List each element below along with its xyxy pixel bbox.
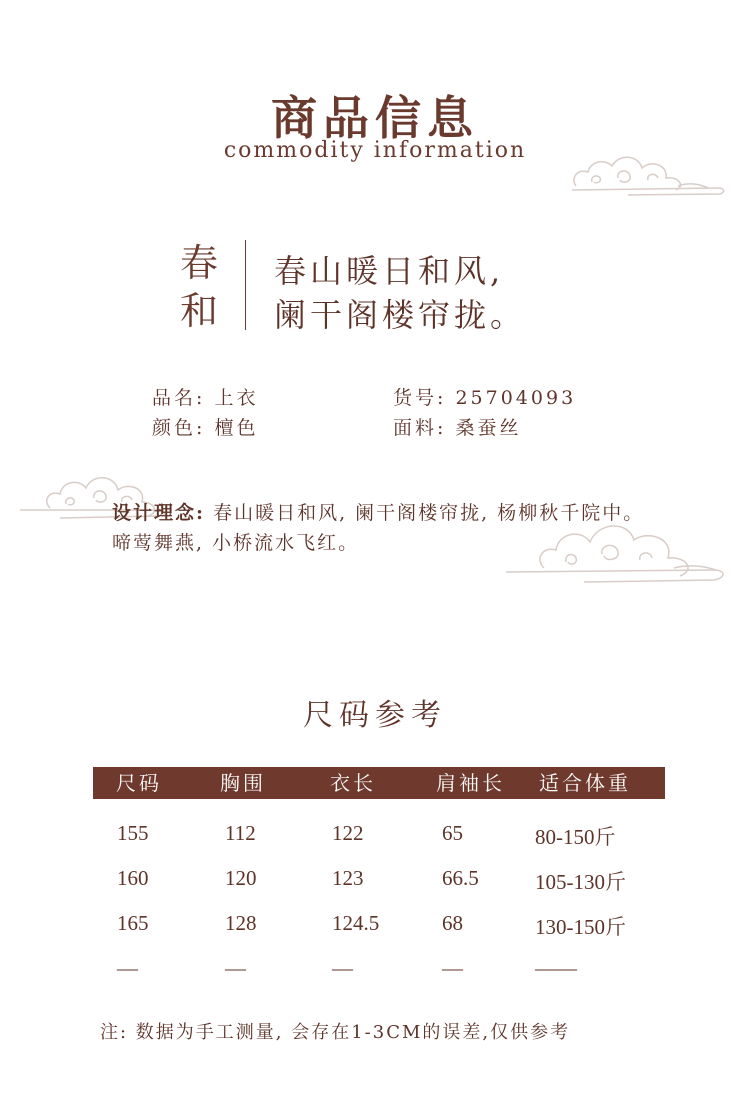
product-sku-label: 货号: [393, 387, 447, 409]
design-concept-text: 春山暖日和风, 阑干阁楼帘拢, 杨柳秋千院中。啼莺舞燕, 小桥流水飞红。 [112, 502, 645, 554]
poem-line-1: 春山暖日和风, [274, 252, 505, 290]
cloud-decoration-top-icon [568, 148, 728, 198]
table-cell: 80-150斤 [535, 825, 616, 849]
product-color-label: 颜色: [152, 417, 206, 439]
table-cell: 68 [442, 911, 463, 935]
poem-divider [245, 240, 246, 330]
table-cell: 165 [117, 911, 149, 935]
product-fabric-value: 桑蚕丝 [455, 417, 522, 439]
table-cell: — [442, 956, 463, 980]
design-concept [112, 498, 652, 558]
header-weight: 适合体重 [539, 771, 631, 795]
table-cell: 155 [117, 821, 149, 845]
measurement-note: 注: 数据为手工测量, 会存在1-3CM的误差,仅供参考 [100, 1022, 571, 1043]
table-cell: 66.5 [442, 866, 479, 890]
table-cell: — [332, 956, 353, 980]
header-sleeve: 肩袖长 [436, 771, 505, 795]
table-cell: 160 [117, 866, 149, 890]
table-cell: 112 [225, 821, 256, 845]
product-fabric-label: 面料: [393, 417, 447, 439]
table-cell: 128 [225, 911, 257, 935]
size-table-header [93, 767, 665, 799]
table-cell: — [117, 956, 138, 980]
poem-side-char-2: 和 [180, 289, 219, 333]
header-chest: 胸围 [220, 771, 266, 795]
table-cell: 120 [225, 866, 257, 890]
product-name-value: 上衣 [214, 387, 259, 409]
header-size: 尺码 [116, 771, 162, 795]
table-cell: —— [535, 956, 577, 980]
product-color [152, 413, 258, 440]
product-sku [393, 383, 576, 410]
product-name-label: 品名: [152, 387, 206, 409]
size-section-title: 尺码参考 [303, 698, 447, 733]
header-length: 衣长 [330, 771, 376, 795]
table-cell: 124.5 [332, 911, 380, 935]
table-cell: 105-130斤 [535, 870, 626, 894]
product-fabric [393, 413, 521, 440]
poem-line-2: 阑干阁楼帘拢。 [274, 296, 527, 334]
page-subtitle: commodity information [223, 138, 527, 163]
table-cell: 130-150斤 [535, 915, 626, 939]
table-cell: 65 [442, 821, 463, 845]
table-cell: 122 [332, 821, 364, 845]
product-sku-value: 25704093 [455, 387, 577, 409]
table-cell: 123 [332, 866, 364, 890]
product-name [152, 383, 258, 410]
table-cell: — [225, 956, 246, 980]
poem-side-char-1: 春 [180, 241, 219, 285]
page-title: 商品信息 [271, 91, 479, 145]
design-concept-label: 设计理念: [112, 502, 206, 524]
product-color-value: 檀色 [214, 417, 259, 439]
